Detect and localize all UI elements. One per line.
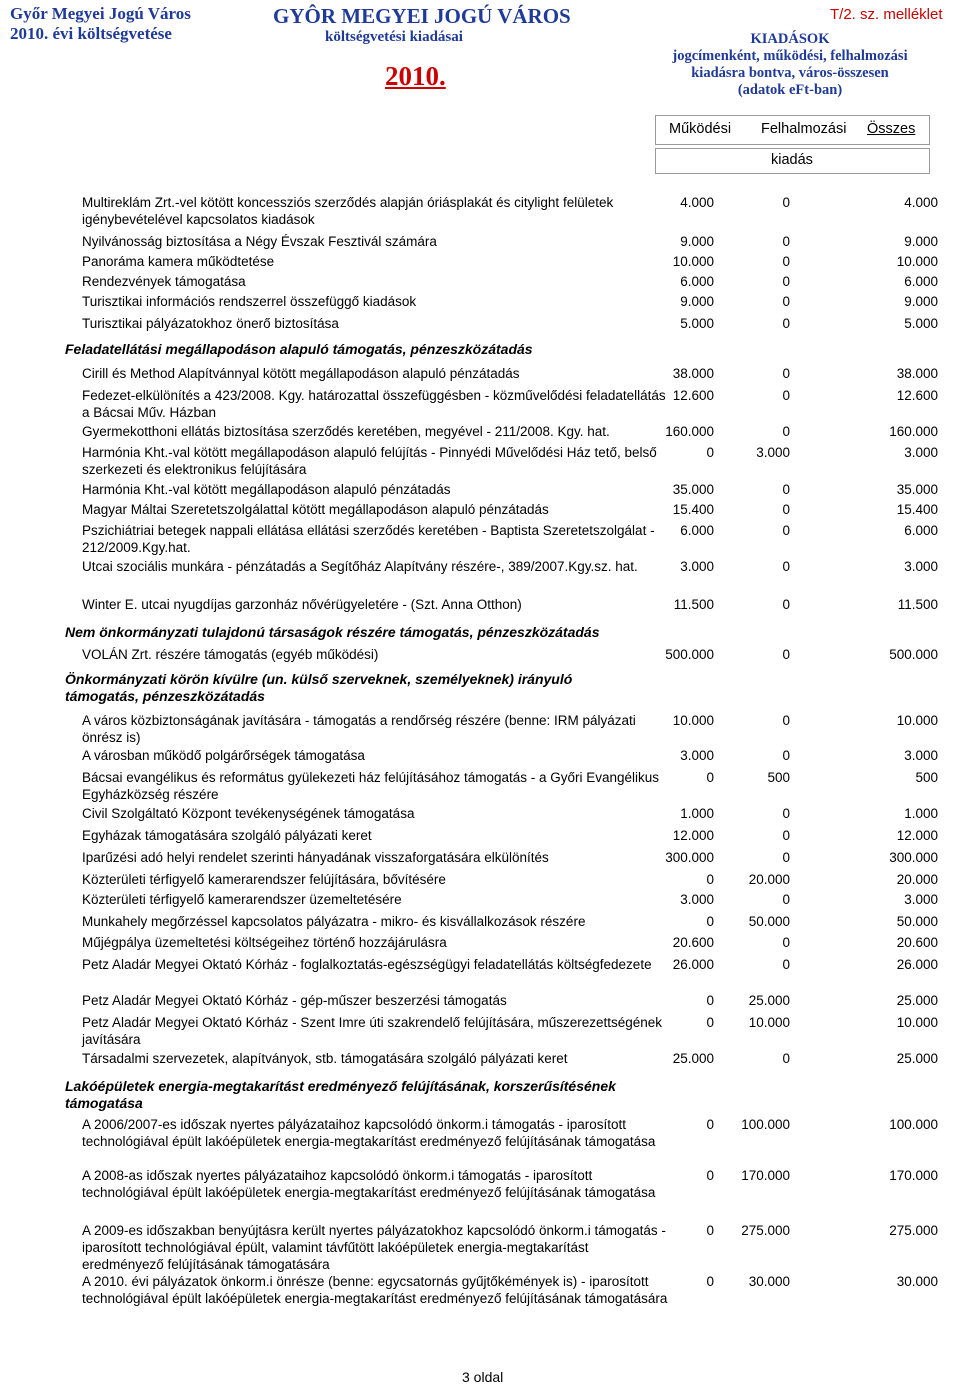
row-capital-value: 0 (782, 647, 790, 662)
header-left-line2: 2010. évi költségvetése (10, 24, 172, 43)
row-operating-value: 3.000 (680, 892, 714, 907)
row-total-value: 300.000 (889, 850, 938, 865)
row-capital-value: 170.000 (741, 1168, 790, 1183)
row-total-value: 10.000 (896, 713, 938, 728)
row-operating-value: 38.000 (672, 366, 714, 381)
row-description: Fedezet-elkülönítés a 423/2008. Kgy. határozattal összefüggésben - közművelődési feladatellátás a Bácsai Műv. Házban (82, 388, 666, 420)
row-description: Gyermekotthoni ellátás biztosítása szerződés keretében, megyével - 211/2008. Kgy. hat. (82, 424, 610, 439)
row-capital-value: 0 (782, 713, 790, 728)
row-description: Harmónia Kht.-val kötött megállapodáson alapuló pénzátadás (82, 482, 451, 497)
row-description: Petz Aladár Megyei Oktató Kórház - foglalkoztatás-egészségügyi feladatellátás költségfedezete (82, 957, 652, 972)
row-operating-value: 0 (706, 1168, 714, 1183)
row-operating-value: 6.000 (680, 523, 714, 538)
row-total-value: 35.000 (896, 482, 938, 497)
row-total-value: 26.000 (896, 957, 938, 972)
row-operating-value: 300.000 (665, 850, 714, 865)
row-description: A 2010. évi pályázatok önkorm.i önrésze (benne: egycsatornás gyűjtőkémények is) - iparosított technológiával épült lakóépületek energia-megtakarítást eredményező felújításának támogatására (82, 1274, 668, 1306)
row-operating-value: 35.000 (672, 482, 714, 497)
row-total-value: 15.400 (896, 502, 938, 517)
row-description: Pszichiátriai betegek nappali ellátása ellátási szerződés keretében - Baptista Szeretetszolgálat - 212/2009.Kgy.hat. (82, 523, 655, 555)
row-operating-value: 26.000 (672, 957, 714, 972)
row-capital-value: 500 (767, 770, 790, 785)
row-capital-value: 50.000 (748, 914, 790, 929)
row-description: Winter E. utcai nyugdíjas garzonház nővérügyeletére - (Szt. Anna Otthon) (82, 597, 522, 612)
row-description: Harmónia Kht.-val kötött megállapodáson alapuló felújítás - Pinnyédi Művelődési Ház tető, belső szerkezeti és elektronikus felújítására (82, 445, 657, 477)
row-operating-value: 10.000 (672, 254, 714, 269)
row-total-value: 6.000 (904, 274, 938, 289)
row-capital-value: 0 (782, 316, 790, 331)
row-description: Nyilvánosság biztosítása a Négy Évszak Fesztivál számára (82, 234, 437, 249)
row-total-value: 275.000 (889, 1223, 938, 1238)
row-total-value: 160.000 (889, 424, 938, 439)
row-operating-value: 3.000 (680, 559, 714, 574)
row-description: Panoráma kamera működtetése (82, 254, 275, 269)
row-capital-value: 0 (782, 366, 790, 381)
row-description: Utcai szociális munkára - pénzátadás a Segítőház Alapítvány részére-, 389/2007.Kgy.sz. hat. (82, 559, 638, 574)
row-capital-value: 25.000 (748, 993, 790, 1008)
row-operating-value: 0 (706, 1223, 714, 1238)
row-capital-value: 100.000 (741, 1117, 790, 1132)
row-total-value: 3.000 (904, 445, 938, 460)
row-total-value: 500 (915, 770, 938, 785)
header-right-block (640, 31, 940, 99)
row-capital-value: 0 (782, 850, 790, 865)
row-capital-value: 3.000 (756, 445, 790, 460)
row-description: Munkahely megőrzéssel kapcsolatos pályázatra - mikro- és kisvállalkozások részére (82, 914, 586, 929)
row-total-value: 25.000 (896, 993, 938, 1008)
row-operating-value: 0 (706, 770, 714, 785)
row-total-value: 50.000 (896, 914, 938, 929)
row-capital-value: 30.000 (748, 1274, 790, 1289)
page-number: 3 oldal (462, 1369, 504, 1385)
row-operating-value: 9.000 (680, 294, 714, 309)
row-operating-value: 9.000 (680, 234, 714, 249)
row-capital-value: 10.000 (748, 1015, 790, 1030)
row-description: Egyházak támogatására szolgáló pályázati keret (82, 828, 372, 843)
row-operating-value: 0 (706, 993, 714, 1008)
row-capital-value: 0 (782, 957, 790, 972)
row-capital-value: 0 (782, 828, 790, 843)
row-operating-value: 10.000 (672, 713, 714, 728)
row-operating-value: 12.000 (672, 828, 714, 843)
row-description: VOLÁN Zrt. részére támogatás (egyéb működési) (82, 647, 379, 662)
row-description: A 2006/2007-es időszak nyertes pályázataihoz kapcsolódó önkorm.i támogatás - iparosított technológiával épült lakóépületek energia-megtakarítást eredményező felújításának támogatása (82, 1117, 656, 1149)
row-total-value: 3.000 (904, 559, 938, 574)
header-year: 2010. (385, 61, 446, 91)
row-capital-value: 0 (782, 559, 790, 574)
row-description: Közterületi térfigyelő kamerarendszer felújítására, bővítésére (82, 872, 446, 887)
row-operating-value: 1.000 (680, 806, 714, 821)
row-operating-value: 0 (706, 914, 714, 929)
row-capital-value: 0 (782, 502, 790, 517)
row-total-value: 25.000 (896, 1051, 938, 1066)
row-description: Civil Szolgáltató Központ tevékenységének támogatása (82, 806, 415, 821)
row-total-value: 170.000 (889, 1168, 938, 1183)
header-left-line1: Győr Megyei Jogú Város (10, 4, 191, 23)
row-total-value: 500.000 (889, 647, 938, 662)
row-total-value: 30.000 (896, 1274, 938, 1289)
row-operating-value: 500.000 (665, 647, 714, 662)
row-capital-value: 0 (782, 892, 790, 907)
section-heading: Lakóépületek energia-megtakarítást eredményező felújításának, korszerűsítésének támogatása (65, 1078, 616, 1111)
row-description: Műjégpálya üzemeltetési költségeihez történő hozzájárulásra (82, 935, 447, 950)
row-operating-value: 0 (706, 1117, 714, 1132)
row-capital-value: 0 (782, 294, 790, 309)
row-description: Magyar Máltai Szeretetszolgálattal kötött megállapodáson alapuló pénzátadás (82, 502, 549, 517)
row-total-value: 11.500 (897, 597, 938, 612)
header-annex: T/2. sz. melléklet (830, 6, 943, 23)
row-operating-value: 0 (706, 445, 714, 460)
row-description: Cirill és Method Alapítvánnyal kötött megállapodáson alapuló pénzátadás (82, 366, 520, 381)
row-total-value: 9.000 (904, 234, 938, 249)
row-operating-value: 4.000 (680, 195, 714, 210)
row-capital-value: 0 (782, 424, 790, 439)
row-description: Turisztikai információs rendszerrel összefüggő kiadások (82, 294, 417, 309)
row-total-value: 12.000 (896, 828, 938, 843)
row-total-value: 3.000 (904, 892, 938, 907)
row-total-value: 20.600 (896, 935, 938, 950)
row-capital-value: 0 (782, 482, 790, 497)
row-total-value: 3.000 (904, 748, 938, 763)
row-description: Petz Aladár Megyei Oktató Kórház - gép-műszer beszerzési támogatás (82, 993, 507, 1008)
row-operating-value: 25.000 (672, 1051, 714, 1066)
row-operating-value: 160.000 (665, 424, 714, 439)
row-description: Rendezvények támogatása (82, 274, 246, 289)
row-total-value: 100.000 (889, 1117, 938, 1132)
row-total-value: 4.000 (904, 195, 938, 210)
row-description: A 2009-es időszakban benyújtásra került nyertes pályázatokhoz kapcsolódó önkorm.i támogatás - iparosított technológiával épült, valamint távfűtött lakóépületek energia-megtakarítást eredményező felújításának támogatására (82, 1223, 666, 1272)
row-operating-value: 15.400 (672, 502, 714, 517)
header-center-title: GYÔR MEGYEI JOGÚ VÁROS (273, 4, 571, 28)
row-total-value: 12.600 (896, 388, 938, 403)
header-right-line: (adatok eFt-ban) (737, 82, 843, 98)
row-operating-value: 0 (706, 1015, 714, 1030)
row-operating-value: 0 (706, 1274, 714, 1289)
row-total-value: 5.000 (904, 316, 938, 331)
column-sub-label: kiadás (771, 152, 813, 168)
row-operating-value: 0 (706, 872, 714, 887)
section-heading: Feladatellátási megállapodáson alapuló támogatás, pénzeszközátadás (65, 341, 533, 357)
row-operating-value: 5.000 (680, 316, 714, 331)
row-capital-value: 0 (782, 388, 790, 403)
row-total-value: 1.000 (904, 806, 938, 821)
row-capital-value: 20.000 (748, 872, 790, 887)
row-description: A város közbiztonságának javítására - támogatás a rendőrség részére (benne: IRM pályázati önrész is) (82, 713, 636, 745)
row-description: Iparűzési adó helyi rendelet szerinti hányadának visszaforgatására elkülönítés (82, 850, 549, 865)
row-total-value: 38.000 (896, 366, 938, 381)
row-description: A 2008-as időszak nyertes pályázataihoz kapcsolódó önkorm.i támogatás - iparosított technológiával épült lakóépületek energia-megtakarítást eredményező felújításának támogatása (82, 1168, 656, 1200)
row-total-value: 6.000 (904, 523, 938, 538)
row-description: Bácsai evangélikus és református gyülekezeti ház felújításához támogatás - a Győri Evangélikus Egyházközség részére (82, 770, 660, 802)
row-capital-value: 0 (782, 748, 790, 763)
row-description: Társadalmi szervezetek, alapítványok, stb. támogatására szolgáló pályázati keret (82, 1051, 568, 1066)
row-total-value: 10.000 (896, 254, 938, 269)
header-right-line: kiadásra bontva, város-összesen (691, 65, 889, 81)
row-capital-value: 0 (782, 254, 790, 269)
column-capital: Felhalmozási (761, 121, 847, 137)
header-right-line: jogcímenként, működési, felhalmozási (672, 48, 908, 64)
row-description: A városban működő polgárőrségek támogatása (82, 748, 365, 763)
row-operating-value: 11.500 (673, 597, 714, 612)
row-capital-value: 0 (782, 195, 790, 210)
row-operating-value: 3.000 (680, 748, 714, 763)
row-capital-value: 0 (782, 274, 790, 289)
row-capital-value: 0 (782, 523, 790, 538)
row-description: Turisztikai pályázatokhoz önerő biztosítása (82, 316, 339, 331)
row-total-value: 10.000 (896, 1015, 938, 1030)
row-capital-value: 0 (782, 597, 790, 612)
row-capital-value: 0 (782, 806, 790, 821)
header-center-subtitle: költségvetési kiadásai (325, 29, 463, 45)
header-right-line: KIADÁSOK (750, 31, 830, 47)
row-capital-value: 0 (782, 935, 790, 950)
row-operating-value: 20.600 (672, 935, 714, 950)
row-operating-value: 6.000 (680, 274, 714, 289)
row-capital-value: 0 (782, 234, 790, 249)
column-total: Összes (867, 121, 916, 137)
column-operating: Működési (669, 121, 732, 137)
row-description: Multireklám Zrt.-vel kötött koncessziós szerződés alapján óriásplakát és citylight felületek igénybevételével kapcsolatos kiadások (82, 195, 614, 227)
row-description: Közterületi térfigyelő kamerarendszer üzemeltetésére (82, 892, 402, 907)
row-total-value: 20.000 (896, 872, 938, 887)
section-heading: Nem önkormányzati tulajdonú társaságok részére támogatás, pénzeszközátadás (65, 624, 600, 640)
row-description: Petz Aladár Megyei Oktató Kórház - Szent Imre úti szakrendelő felújítására, műszerezettségének javítására (82, 1015, 663, 1047)
row-capital-value: 275.000 (741, 1223, 790, 1238)
row-operating-value: 12.600 (672, 388, 714, 403)
section-heading: Önkormányzati körön kívülre (un. külső szerveknek, személyeknek) irányuló támogatás, pénzeszközátadás (65, 671, 573, 704)
row-total-value: 9.000 (904, 294, 938, 309)
row-capital-value: 0 (782, 1051, 790, 1066)
